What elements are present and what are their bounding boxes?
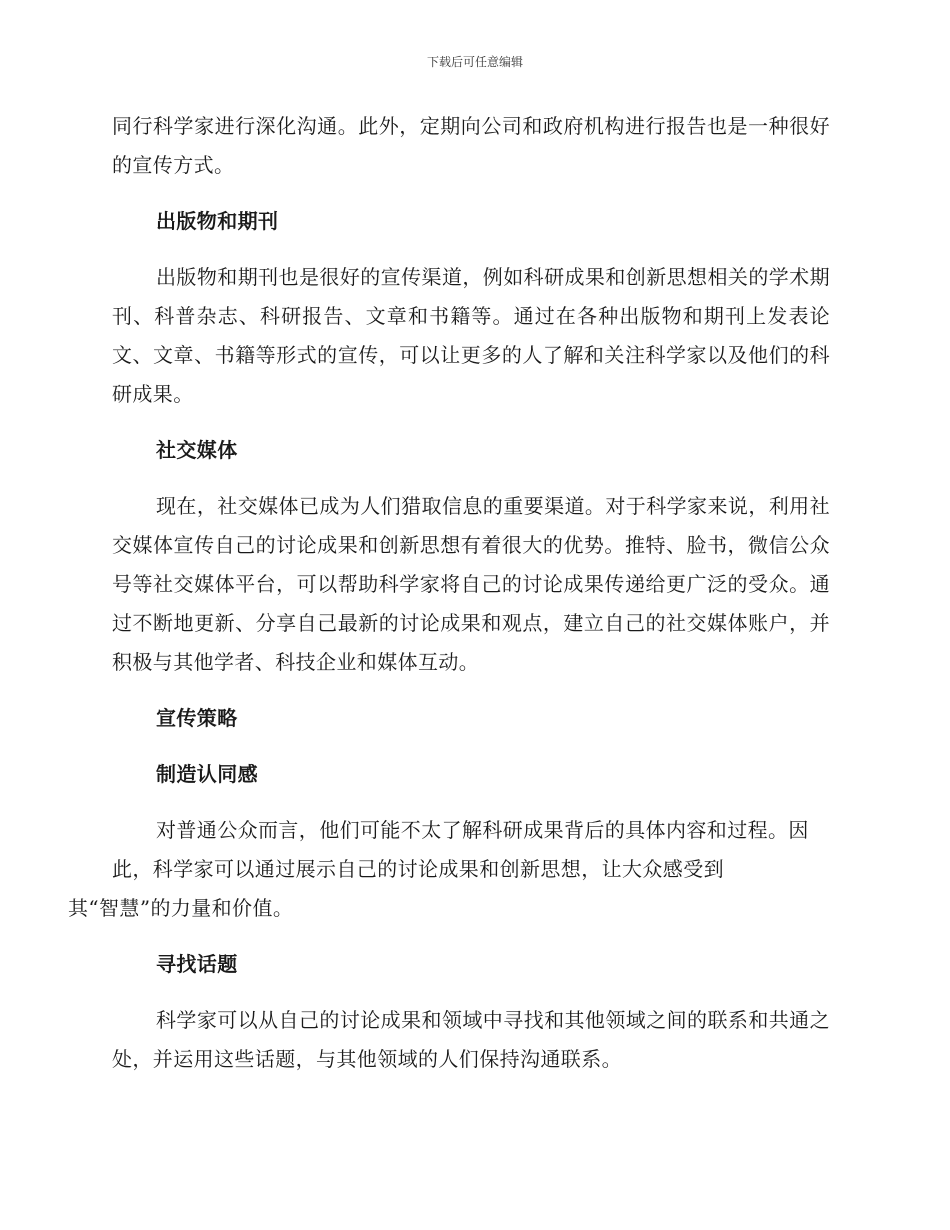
paragraph-continued: 同行科学家进行深化沟通。此外，定期向公司和政府机构进行报告也是一种很好的宣传方式。: [112, 114, 830, 177]
paragraph-identity-line2: 其“智慧”的力量和价值。: [68, 896, 294, 920]
section-heading-identity: 制造认同感: [156, 762, 258, 786]
paragraph-topics: 科学家可以从自己的讨论成果和领域中寻找和其他领域之间的联系和共通之处，并运用这些话题，与其他领域的人们保持沟通联系。: [112, 1008, 830, 1071]
section-heading-strategy: 宣传策略: [156, 706, 238, 730]
section-heading-topics: 寻找话题: [156, 952, 238, 976]
paragraph-social-media: 现在，社交媒体已成为人们猎取信息的重要渠道。对于科学家来说，利用社交媒体宣传自己的讨论成果和创新思想有着很大的优势。推特、脸书，微信公众号等社交媒体平台，可以帮助科学家将自己的讨论成果传递给更广泛的受众。通过不断地更新、分享自己最新的讨论成果和观点，建立自己的社交媒体账户，并积极与其他学者、科技企业和媒体互动。: [112, 494, 830, 674]
paragraph-identity-line1: 对普通公众而言，他们可能不太了解科研成果背后的具体内容和过程。因此，科学家可以通过展示自己的讨论成果和创新思想，让大众感受到: [112, 818, 809, 881]
section-heading-publications: 出版物和期刊: [156, 209, 279, 233]
paragraph-publications: 出版物和期刊也是很好的宣传渠道，例如科研成果和创新思想相关的学术期刊、科普杂志、科研报告、文章和书籍等。通过在各种出版物和期刊上发表论文、文章、书籍等形式的宣传，可以让更多的人了解和关注科学家以及他们的科研成果。: [112, 265, 830, 406]
section-heading-social-media: 社交媒体: [156, 438, 238, 462]
document-body: [68, 107, 830, 1079]
paragraph-identity: [68, 811, 830, 928]
page-header: 下载后可任意编辑: [426, 55, 523, 69]
